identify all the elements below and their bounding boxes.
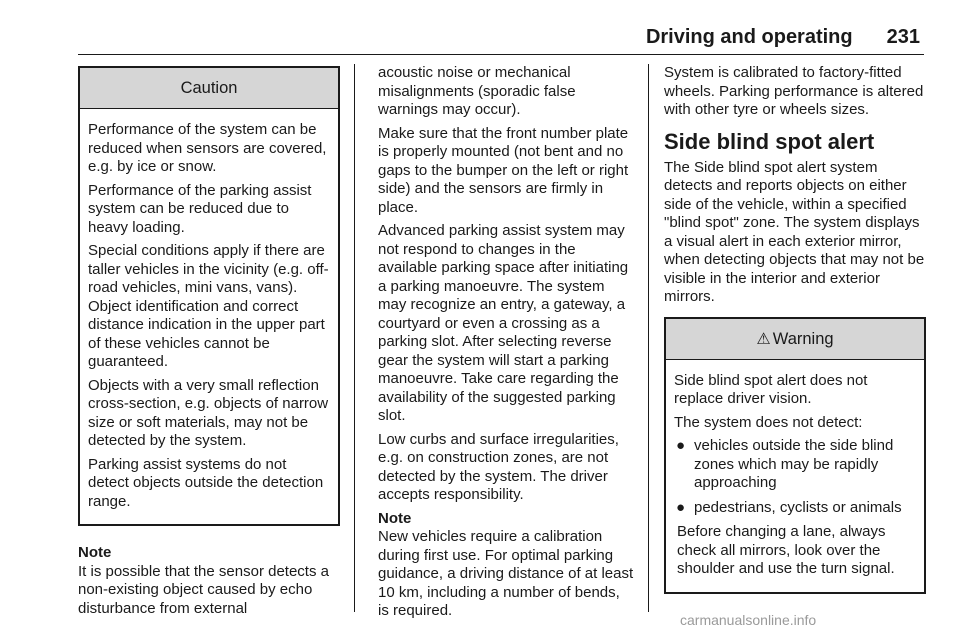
- warning-bullet-list: [674, 437, 916, 517]
- list-item-text: vehicles outside the side blind zones which may be rapidly approaching: [694, 437, 894, 491]
- page-number: 231: [886, 26, 920, 48]
- body-paragraph: Low curbs and surface irregularities, e.g. on construction zones, are not detected by the system. The driver accepts responsibility.: [378, 430, 619, 503]
- column-2: [378, 64, 634, 621]
- warning-paragraph: The system does not detect:: [674, 413, 863, 431]
- body-paragraph: Make sure that the front number plate is properly mounted (not bent and no gaps to the bumper on the left or right side) and the sensors are firmly in place.: [378, 124, 629, 216]
- warning-box: [664, 317, 926, 594]
- column-divider-2: [648, 64, 649, 612]
- caution-paragraph: Special conditions apply if there are taller vehicles in the vicinity (e.g. off-road vehicles, mini vans, vans). Object identification and correct distance indication in the upper part of these vehicles cannot be guaranteed.: [88, 242, 329, 370]
- caution-body: [80, 109, 338, 524]
- page-header: [646, 26, 920, 49]
- note-label: Note: [78, 544, 112, 561]
- warning-header: [666, 319, 924, 360]
- list-item-text: pedestrians, cyclists or animals: [694, 498, 902, 516]
- column-3: [664, 64, 926, 594]
- warning-triangle-icon: ⚠: [756, 330, 771, 348]
- section-title: Side blind spot alert: [664, 128, 875, 154]
- intro-paragraph: System is calibrated to factory-fitted wheels. Parking performance is altered with other tyre or wheels sizes.: [664, 64, 924, 118]
- caution-box: [78, 66, 340, 526]
- chapter-title: Driving and operating: [645, 26, 853, 48]
- note-text: It is possible that the sensor detects a non-existing object caused by echo disturbance from external: [78, 562, 329, 617]
- note-text: New vehicles require a calibration during first use. For optimal parking guidance, a driving distance of at least 10 km, including a number of bends, is required.: [378, 528, 634, 619]
- warning-paragraph: Before changing a lane, always check all mirrors, look over the shoulder and use the turn signal.: [677, 523, 895, 577]
- bullet-icon: ●: [676, 498, 686, 516]
- column-divider-1: [354, 64, 355, 612]
- caution-paragraph: Objects with a very small reflection cross-section, e.g. objects of narrow size or soft materials, may not be detected by the system.: [88, 376, 329, 449]
- warning-heading: Warning: [772, 329, 834, 348]
- body-paragraph: Advanced parking assist system may not respond to changes in the available parking space after initiating a parking manoeuvre. The system may recognize an entry, a gateway, a courtyard or even a crossing as a parking slot. After selecting reverse gear the system will start a parking manoeuvre. Take care regarding the availability of the suggested parking slot.: [378, 222, 629, 424]
- caution-paragraph: Performance of the system can be reduced when sensors are covered, e.g. by ice or snow.: [88, 121, 327, 175]
- bullet-icon: ●: [676, 437, 686, 454]
- warning-body: [666, 360, 924, 592]
- watermark: carmanualsonline.info: [680, 612, 817, 628]
- note-label: Note: [378, 509, 412, 527]
- list-item: [674, 499, 916, 518]
- caution-paragraph: Performance of the parking assist system can be reduced due to heavy loading.: [88, 181, 312, 236]
- section-paragraph: The Side blind spot alert system detects and reports objects on either side of the vehicle, within a specified "blind spot" zone. The system displays a visual alert in each exterior mirror, when detecting objects that may not be visible in the interior and exterior mirrors.: [664, 158, 925, 305]
- list-item: [674, 437, 916, 493]
- body-paragraph: acoustic noise or mechanical misalignments (sporadic false warnings may occur).: [378, 64, 576, 118]
- caution-paragraph: Parking assist systems do not detect objects outside the detection range.: [88, 455, 324, 510]
- warning-paragraph: Side blind spot alert does not replace driver vision.: [674, 371, 868, 407]
- caution-heading: Caution: [80, 68, 338, 109]
- header-rule: [78, 54, 924, 55]
- column-1: [78, 66, 340, 618]
